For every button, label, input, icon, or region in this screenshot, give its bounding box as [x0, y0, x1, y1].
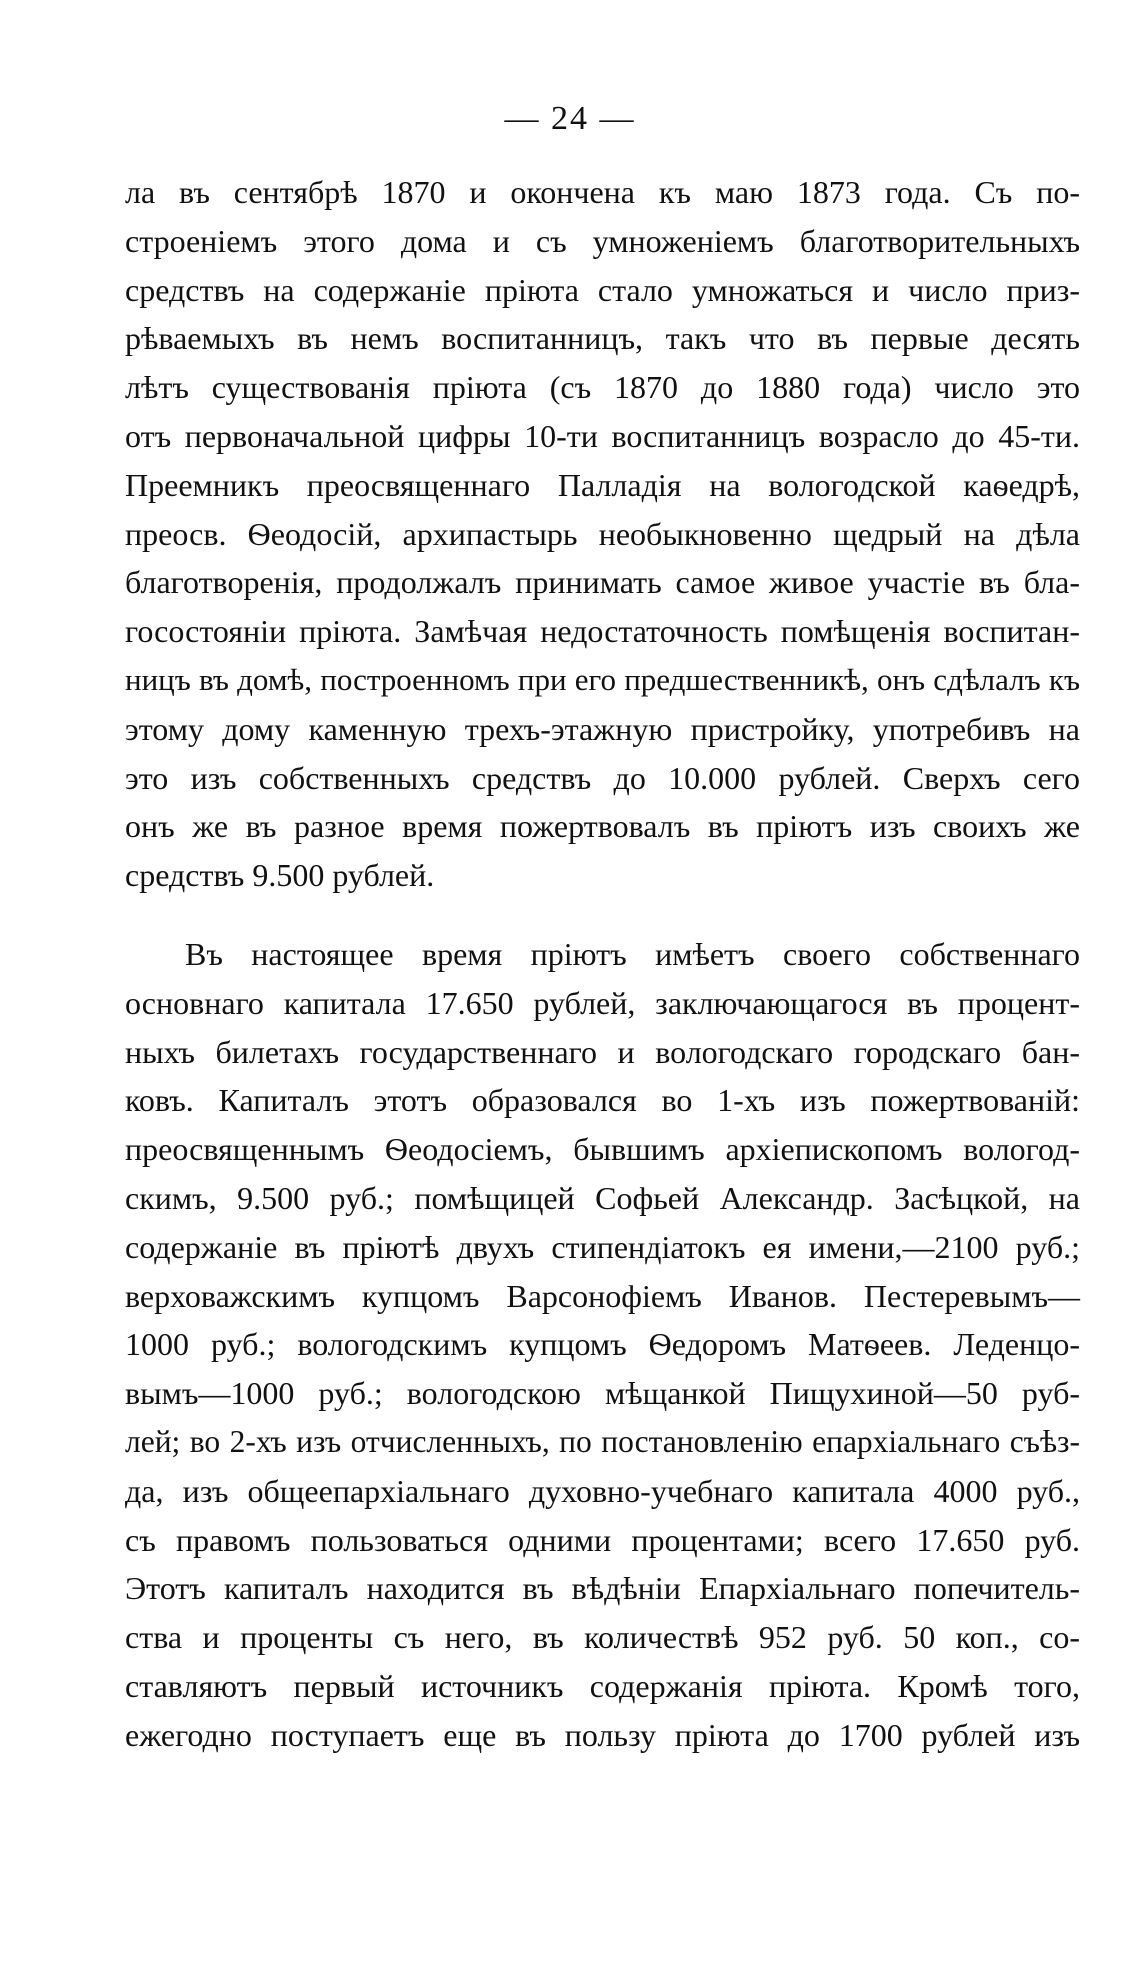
text-line: 1000 руб.; вологодскимъ купцомъ Ѳедоромъ Матѳеев. Леденцо- [125, 1326, 1080, 1363]
text-line: ставляютъ первый источникъ содержанія пріюта. Кромѣ того, [125, 1667, 1080, 1704]
text-line: верховажскимъ купцомъ Варсонофіемъ Иванов. Пестеревымъ— [125, 1277, 1080, 1314]
text-line: средствъ 9.500 рублей. [125, 857, 435, 894]
text-line: строеніемъ этого дома и съ умноженіемъ благотворительныхъ [125, 222, 1080, 259]
text-line: средствъ на содержаніе пріюта стало умножаться и число приз- [125, 271, 1080, 308]
text-line: да, изъ общеепархіальнаго духовно-учебнаго капитала 4000 руб., [125, 1472, 1080, 1509]
paragraph-gap [125, 900, 1080, 930]
text-line: ежегодно поступаетъ еще въ пользу пріюта до 1700 рублей изъ [125, 1716, 1080, 1753]
text-line: ла въ сентябрѣ 1870 и окончена къ маю 1873 года. Съ по- [125, 174, 1080, 210]
text-line: рѣваемыхъ въ немъ воспитанницъ, такъ что въ первые десять [125, 320, 1080, 357]
body-text [125, 168, 1080, 1760]
text-line: Этотъ капиталъ находится въ вѣдѣніи Епархіальнаго попечитель- [125, 1570, 1080, 1607]
text-line: Въ настоящее время пріютъ имѣетъ своего собственнаго [185, 935, 1080, 972]
text-line: вымъ—1000 руб.; вологодскою мѣщанкой Пищухиной—50 руб- [125, 1375, 1080, 1412]
text-line: ницъ въ домѣ, построенномъ при его предшественникѣ, онъ сдѣлалъ къ [125, 661, 1080, 697]
text-line: лей; во 2-хъ изъ отчисленныхъ, по постановленію епархіальнаго съѣз- [125, 1423, 1080, 1459]
page-number: — 24 — [504, 100, 636, 137]
text-line: это изъ собственныхъ средствъ до 10.000 рублей. Сверхъ сего [125, 759, 1080, 796]
text-line: преосвященнымъ Ѳеодосіемъ, бывшимъ архіепископомъ вологод- [125, 1131, 1080, 1168]
text-line: этому дому каменную трехъ-этажную пристройку, употребивъ на [125, 710, 1080, 747]
text-line: ныхъ билетахъ государственнаго и вологодскаго городскаго бан- [125, 1033, 1080, 1070]
text-line: ства и проценты съ него, въ количествѣ 952 руб. 50 коп., со- [125, 1619, 1080, 1656]
text-line: онъ же въ разное время пожертвовалъ въ пріютъ изъ своихъ же [125, 808, 1080, 845]
text-line: госостояніи пріюта. Замѣчая недостаточность помѣщенія воспитан- [125, 613, 1080, 650]
text-line: съ правомъ пользоваться одними процентами; всего 17.650 руб. [125, 1521, 1080, 1558]
text-line: скимъ, 9.500 руб.; помѣщицей Софьей Александр. Засѣцкой, на [125, 1179, 1080, 1216]
text-line: ковъ. Капиталъ этотъ образовался во 1-хъ изъ пожертвованій: [125, 1082, 1080, 1119]
text-line: содержаніе въ пріютѣ двухъ стипендіатокъ ея имени,—2100 руб.; [125, 1228, 1080, 1265]
text-line: отъ первоначальной цифры 10-ти воспитанницъ возрасло до 45-ти. [125, 417, 1080, 454]
text-line: основнаго капитала 17.650 рублей, заключающагося въ процент- [125, 984, 1080, 1021]
text-line: лѣтъ существованія пріюта (съ 1870 до 1880 года) число это [125, 369, 1080, 406]
text-line: Преемникъ преосвященнаго Палладія на вологодской каѳедрѣ, [125, 466, 1080, 503]
text-line: преосв. Ѳеодосій, архипастырь необыкновенно щедрый на дѣла [125, 515, 1080, 552]
text-line: благотворенія, продолжалъ принимать самое живое участіе въ бла- [125, 564, 1080, 601]
